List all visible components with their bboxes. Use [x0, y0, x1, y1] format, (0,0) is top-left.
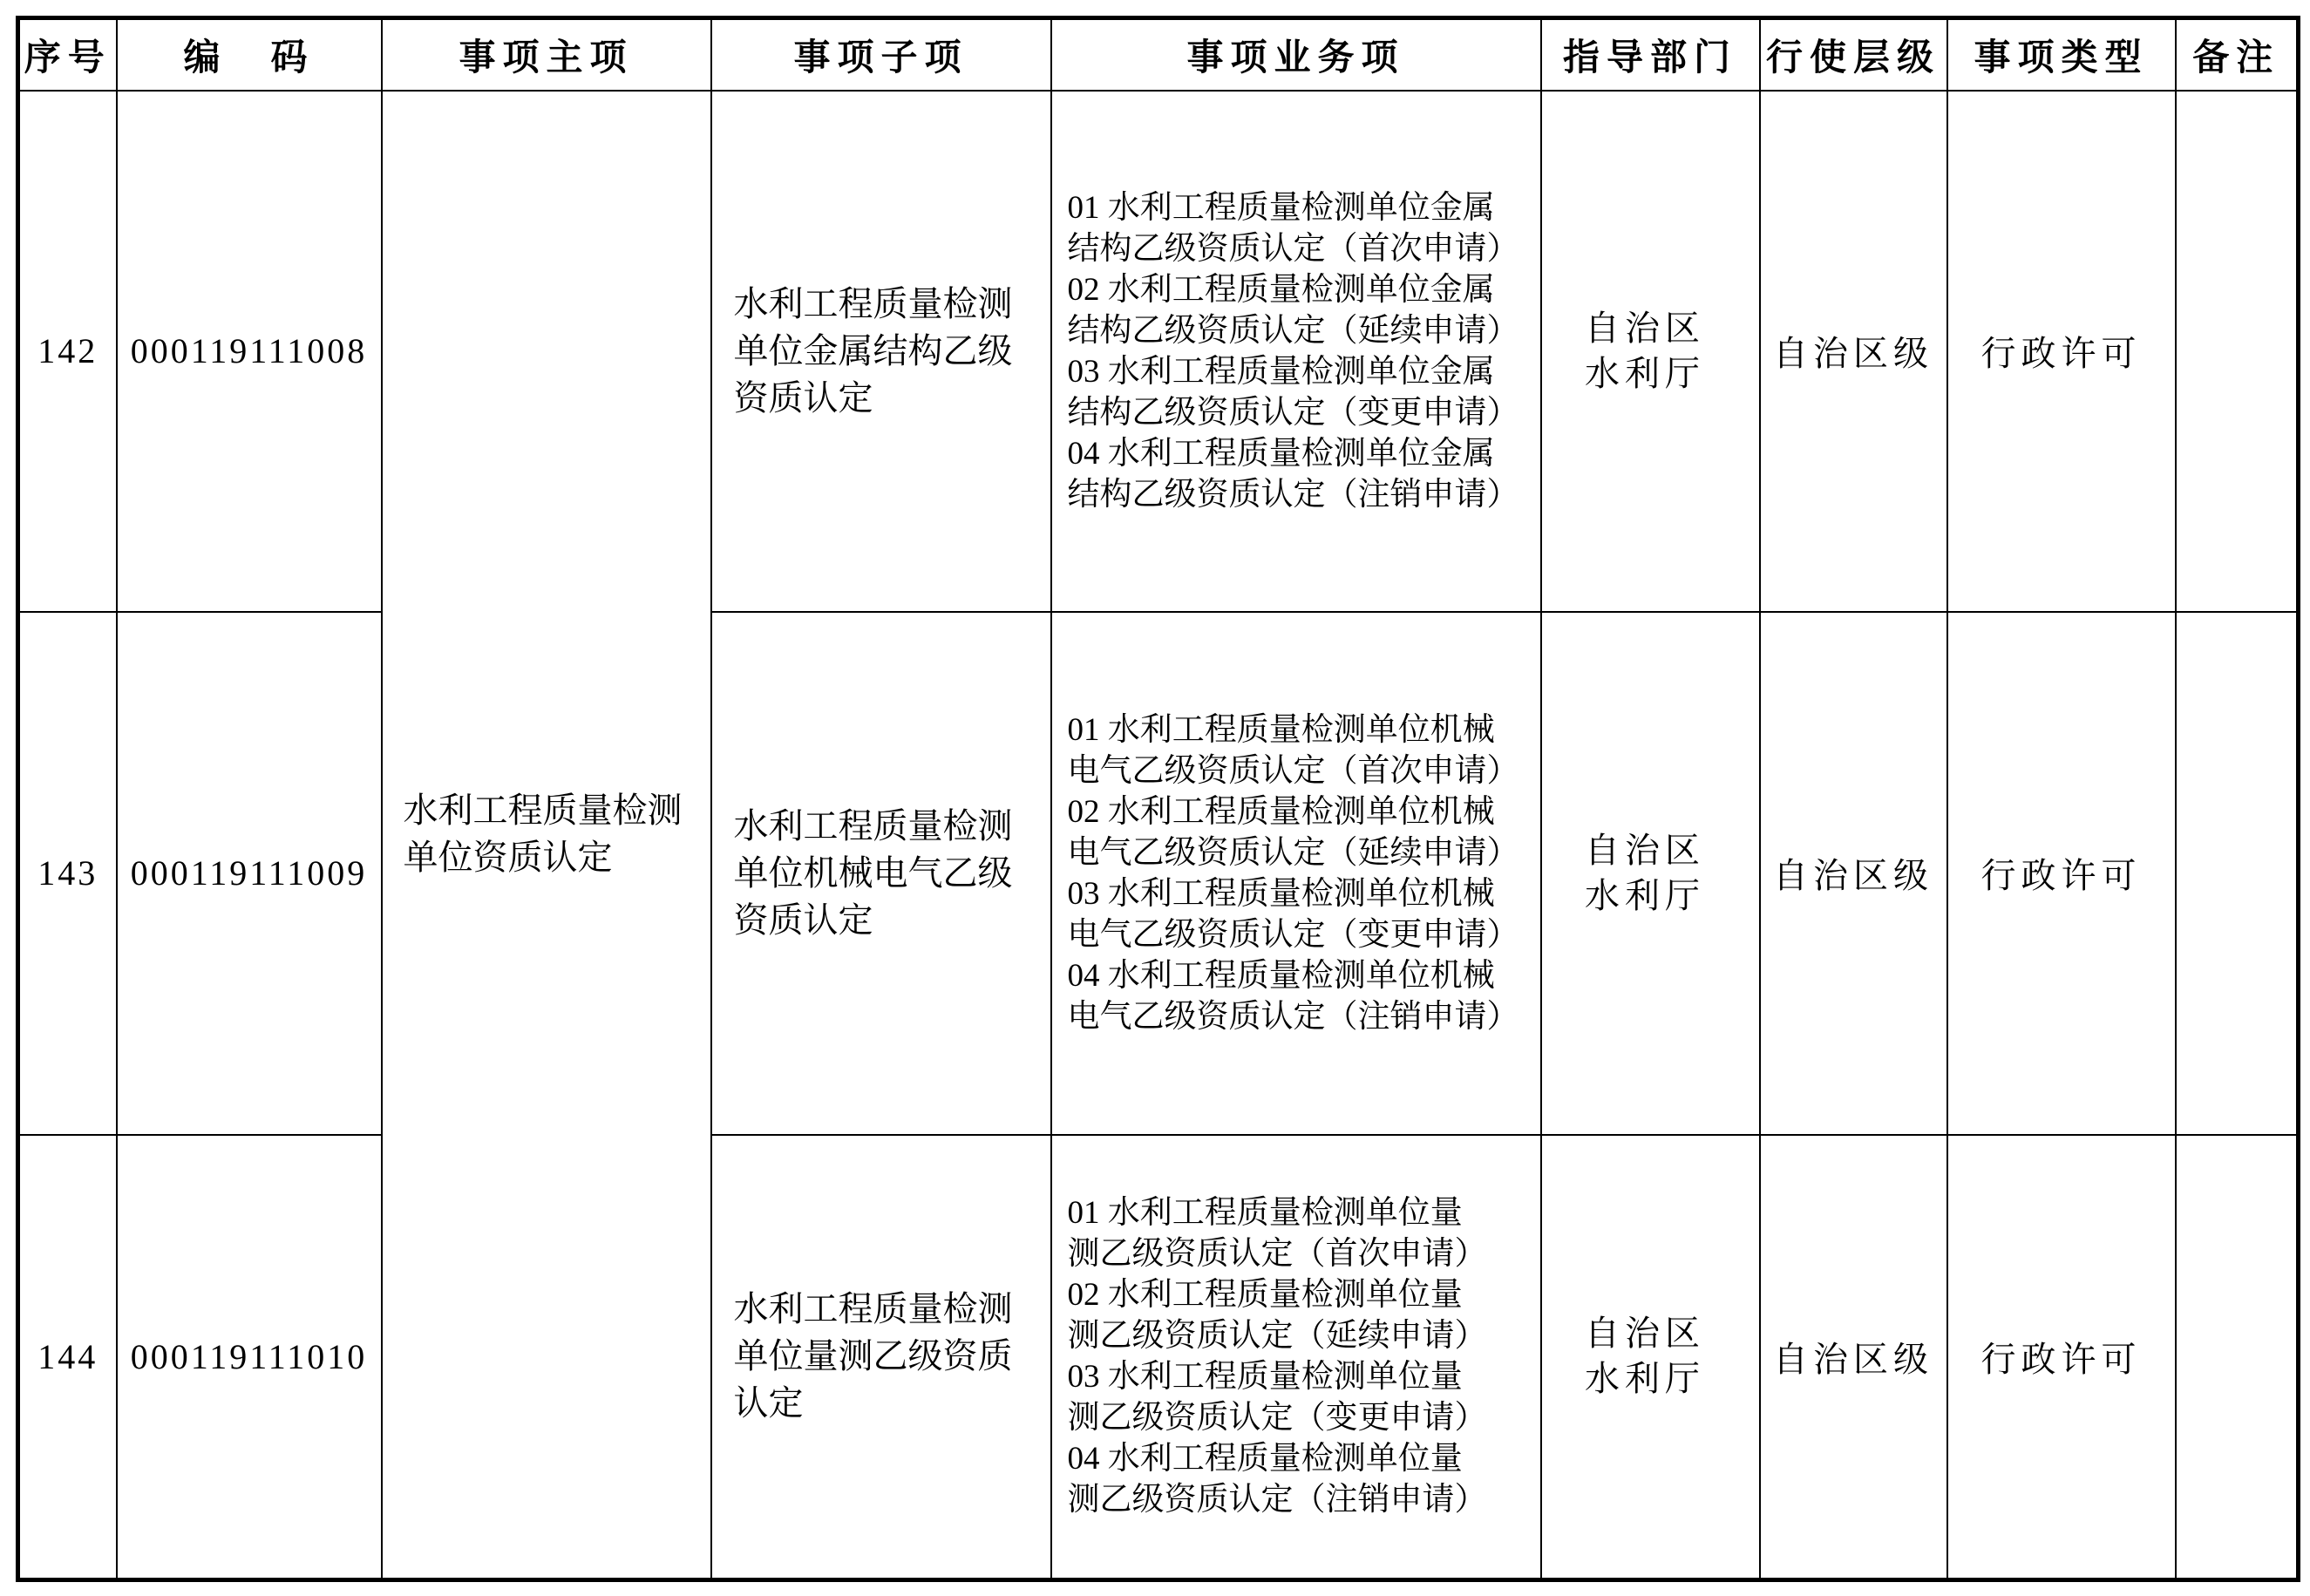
business-item: 02 水利工程质量检测单位金属结构乙级资质认定（延续申请） — [1067, 271, 1519, 349]
business-items-cell — [1051, 612, 1541, 1135]
table-row — [18, 612, 2299, 1135]
col-header-seq: 序号 — [18, 18, 117, 91]
business-item: 04 水利工程质量检测单位机械电气乙级资质认定（注销申请） — [1067, 957, 1519, 1035]
type-cell: 行政许可 — [1947, 1135, 2176, 1580]
sub-item-cell: 水利工程质量检测单位机械电气乙级资质认定 — [711, 612, 1051, 1135]
code-cell: 000119111009 — [117, 612, 382, 1135]
business-item: 02 水利工程质量检测单位量测乙级资质认定（延续申请） — [1067, 1277, 1487, 1355]
business-item: 01 水利工程质量检测单位金属结构乙级资质认定（首次申请） — [1067, 189, 1519, 267]
admin-items-table — [16, 16, 2300, 1582]
department-cell — [1541, 1135, 1760, 1580]
department-text: 自治区水利厅 — [1585, 830, 1705, 915]
level-cell: 自治区级 — [1760, 612, 1947, 1135]
type-cell: 行政许可 — [1947, 612, 2176, 1135]
seq-cell: 144 — [18, 1135, 117, 1580]
department-text: 自治区水利厅 — [1585, 1314, 1705, 1399]
remark-cell — [2176, 1135, 2299, 1580]
business-items-cell — [1051, 91, 1541, 612]
sub-item-cell: 水利工程质量检测单位量测乙级资质认定 — [711, 1135, 1051, 1580]
col-header-code: 编 码 — [117, 18, 382, 91]
remark-cell — [2176, 91, 2299, 612]
main-item-cell: 水利工程质量检测单位资质认定 — [382, 91, 711, 1580]
code-cell: 000119111010 — [117, 1135, 382, 1580]
col-header-business-item: 事项业务项 — [1051, 18, 1541, 91]
business-item: 04 水利工程质量检测单位金属结构乙级资质认定（注销申请） — [1067, 435, 1519, 513]
header-row — [18, 18, 2299, 91]
col-header-level: 行使层级 — [1760, 18, 1947, 91]
document-page — [16, 16, 2300, 1582]
col-header-sub-item: 事项子项 — [711, 18, 1051, 91]
business-items-cell — [1051, 1135, 1541, 1580]
level-cell: 自治区级 — [1760, 91, 1947, 612]
table-row — [18, 1135, 2299, 1580]
department-cell — [1541, 612, 1760, 1135]
business-item: 03 水利工程质量检测单位金属结构乙级资质认定（变更申请） — [1067, 353, 1519, 431]
level-cell: 自治区级 — [1760, 1135, 1947, 1580]
remark-cell — [2176, 612, 2299, 1135]
department-text: 自治区水利厅 — [1585, 308, 1705, 393]
type-cell: 行政许可 — [1947, 91, 2176, 612]
business-item: 01 水利工程质量检测单位机械电气乙级资质认定（首次申请） — [1067, 711, 1519, 789]
business-item: 01 水利工程质量检测单位量测乙级资质认定（首次申请） — [1067, 1195, 1487, 1273]
col-header-main-item: 事项主项 — [382, 18, 711, 91]
col-header-type: 事项类型 — [1947, 18, 2176, 91]
business-item: 03 水利工程质量检测单位量测乙级资质认定（变更申请） — [1067, 1359, 1487, 1436]
department-cell — [1541, 91, 1760, 612]
seq-cell: 143 — [18, 612, 117, 1135]
col-header-remark: 备注 — [2176, 18, 2299, 91]
col-header-department: 指导部门 — [1541, 18, 1760, 91]
code-cell: 000119111008 — [117, 91, 382, 612]
business-item: 02 水利工程质量检测单位机械电气乙级资质认定（延续申请） — [1067, 793, 1519, 871]
business-item: 04 水利工程质量检测单位量测乙级资质认定（注销申请） — [1067, 1441, 1487, 1518]
sub-item-cell: 水利工程质量检测单位金属结构乙级资质认定 — [711, 91, 1051, 612]
table-row — [18, 91, 2299, 612]
business-item: 03 水利工程质量检测单位机械电气乙级资质认定（变更申请） — [1067, 875, 1519, 953]
seq-cell: 142 — [18, 91, 117, 612]
